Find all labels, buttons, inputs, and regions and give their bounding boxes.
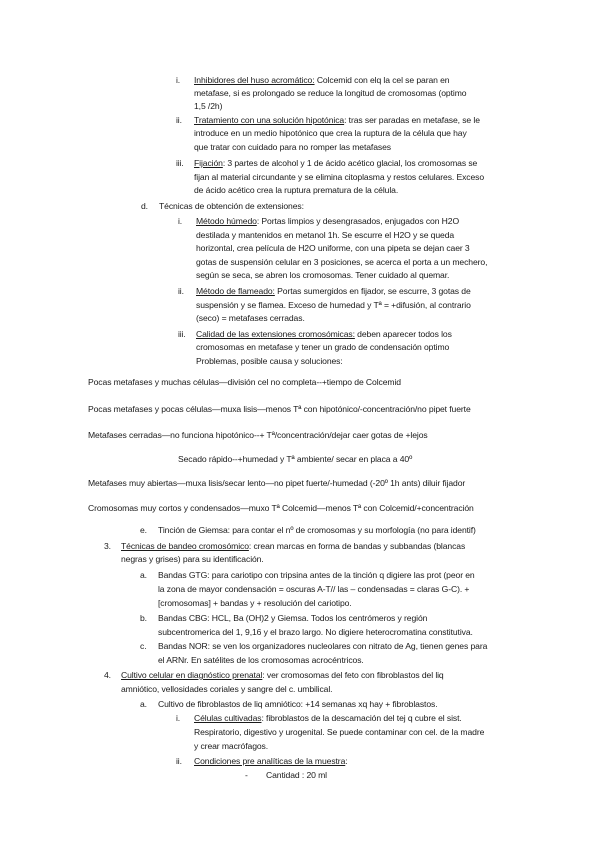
- list-marker: 4.: [104, 670, 111, 680]
- paragraph-line: [196, 285, 471, 297]
- item-text: deben aparecer todos los: [354, 329, 452, 339]
- list-marker: 3.: [104, 541, 111, 551]
- problem-line: Metafases cerradas—no funciona hipotónico--+ Tª/concentración/dejar caer gotas de +lejos: [88, 430, 428, 440]
- list-marker: d.: [141, 201, 148, 211]
- paragraph-line: [194, 712, 462, 724]
- list-marker: e.: [140, 525, 147, 535]
- item-text: : crean marcas en forma de bandas y subbandas (blancas: [248, 541, 466, 551]
- paragraph-line: introduce en un medio hipotónico que crea la ruptura de la célula que hay: [194, 128, 467, 138]
- list-marker: a.: [140, 570, 147, 580]
- problem-line: Cromosomas muy cortos y condensados—muxo Tª Colcemid—menos Tª con Colcemid/+concentración: [88, 503, 474, 513]
- list-marker: ii.: [178, 286, 184, 296]
- paragraph-line: la zona de mayor condensación = oscuras A-T// las – condensadas = claras G-C). +: [158, 584, 470, 594]
- item-heading: Inhibidores del huso acromático:: [194, 75, 315, 85]
- paragraph-line: Cantidad : 20 ml: [266, 770, 327, 780]
- item-text: : tras ser paradas en metafase, se le: [344, 115, 480, 125]
- item-heading: Método de flameado:: [196, 286, 275, 296]
- paragraph-line: [194, 157, 477, 169]
- paragraph-line: el ARNr. En satélites de los cromosomas acrocéntricos.: [158, 655, 364, 665]
- paragraph-line: Problemas, posible causa y soluciones:: [196, 356, 343, 366]
- paragraph-line: [121, 669, 444, 681]
- item-text: : 3 partes de alcohol y 1 de ácido acético glacial, los cromosomas se: [222, 158, 478, 168]
- paragraph-line: subcentromerica del 1, 9,16 y el brazo largo. No digiere heterocromatina constitutiva.: [158, 627, 473, 637]
- paragraph-line: 1,5 /2h): [194, 101, 223, 111]
- dash-marker: -: [245, 770, 248, 780]
- paragraph-line: [121, 540, 465, 552]
- paragraph-line: destilada y mantenidos en metanol 1h. Se escurre el H2O y se queda: [196, 230, 455, 240]
- paragraph-line: amniótico, vellosidades coriales y sangre del c. umbilical.: [121, 684, 333, 694]
- item-text: : fibroblastos de la descamación del tej q cubre el sist.: [261, 713, 462, 723]
- paragraph-line: horizontal, crea película de H2O uniforme, con una pipeta se dejan caer 3: [196, 243, 470, 253]
- list-marker: i.: [176, 75, 181, 85]
- paragraph-line: fijan al material circundante y se elimina citoplasma y restos celulares. Exceso: [194, 172, 485, 182]
- paragraph-line: Bandas GTG: para cariotipo con tripsina antes de la tinción q digiere las prot (peor en: [158, 570, 475, 580]
- list-marker: ii.: [176, 115, 182, 125]
- paragraph-line: gotas de suspensión celular en 3 posiciones, se acerca el porta a un mechero,: [196, 257, 488, 267]
- item-heading: Cultivo celular en diagnóstico prenatal: [121, 670, 263, 680]
- paragraph-line: según se seca, se abren los cromosomas. Tener cuidado al quemar.: [196, 270, 450, 280]
- list-marker: i.: [178, 216, 183, 226]
- paragraph-line: metafase, si es prolongado se reduce la longitud de cromosomas (optimo: [194, 88, 467, 98]
- paragraph-line: negras y grises) para su identificación.: [121, 554, 264, 564]
- item-text: Portas sumergidos en fijador, se escurre, 3 gotas de: [274, 286, 471, 296]
- problem-line: Metafases muy abiertas—muxa lisis/secar lento—no pipet fuerte/-humedad (-20º 1h ants) diluir fijador: [88, 478, 466, 488]
- problem-line: Pocas metafases y pocas células—muxa lisis—menos Tª con hipotónico/-concentración/no pipet fuerte: [88, 404, 471, 414]
- paragraph-line: suspensión y se flamea. Exceso de humedad y Tª = +difusión, al contrario: [196, 300, 471, 310]
- item-text: : Portas limpios y desengrasados, enjugados con H2O: [256, 216, 460, 226]
- paragraph-line: [194, 74, 449, 86]
- item-heading: Células cultivadas: [194, 713, 262, 723]
- item-heading: Técnicas de bandeo cromosómico: [121, 541, 249, 551]
- list-marker: iii.: [176, 158, 184, 168]
- paragraph-line: Bandas CBG: HCL, Ba (OH)2 y Giemsa. Todos los centrómeros y región: [158, 613, 428, 623]
- paragraph-line: [cromosomas] + bandas y + resolución del cariotipo.: [158, 598, 352, 608]
- paragraph-line: [194, 114, 480, 126]
- list-marker: ii.: [176, 756, 182, 766]
- paragraph-line: [196, 215, 459, 227]
- section-heading: Técnicas de obtención de extensiones:: [159, 201, 304, 211]
- list-marker: c.: [140, 641, 147, 651]
- paragraph-line: y crear macrófagos.: [194, 741, 269, 751]
- paragraph-line: cromosomas en metafase y tener un grado de condensación optimo: [196, 342, 450, 352]
- paragraph-line: que tratar con cuidado para no romper las metafases: [194, 142, 391, 152]
- paragraph-line: Respiratorio, digestivo y urogenital. Se puede contaminar con cel. de la madre: [194, 727, 485, 737]
- list-marker: b.: [140, 613, 147, 623]
- paragraph-line: (seco) = metafases cerradas.: [196, 313, 305, 323]
- paragraph-line: [196, 328, 452, 340]
- item-heading: Tratamiento con una solución hipotónica: [194, 115, 345, 125]
- list-marker: a.: [140, 699, 147, 709]
- paragraph-line: [194, 755, 348, 767]
- paragraph-line: Tinción de Giemsa: para contar el nº de cromosomas y su morfología (no para identif): [158, 525, 476, 535]
- item-heading: Fijación: [194, 158, 223, 168]
- paragraph-line: de ácido acético crea la ruptura prematura de la célula.: [194, 185, 399, 195]
- item-text: : ver cromosomas del feto con fibroblastos del liq: [262, 670, 444, 680]
- item-heading: Calidad de las extensiones cromosómicas:: [196, 329, 355, 339]
- item-heading: Condiciones pre analíticas de la muestra: [194, 756, 346, 766]
- item-text: Colcemid con elq la cel se paran en: [316, 75, 450, 85]
- problem-line: Secado rápido--+humedad y Tª ambiente/ secar en placa a 40º: [178, 454, 413, 464]
- problem-line: Pocas metafases y muchas células—división cel no completa--+tiempo de Colcemid: [88, 377, 401, 387]
- list-marker: iii.: [178, 329, 186, 339]
- paragraph-line: Bandas NOR: se ven los organizadores nucleolares con nitrato de Ag, tienen genes para: [158, 641, 488, 651]
- item-heading: Método húmedo: [196, 216, 257, 226]
- list-marker: i.: [176, 713, 181, 723]
- item-text: :: [345, 756, 348, 766]
- paragraph-line: Cultivo de fibroblastos de liq amniótico: +14 semanas xq hay + fibroblastos.: [158, 699, 438, 709]
